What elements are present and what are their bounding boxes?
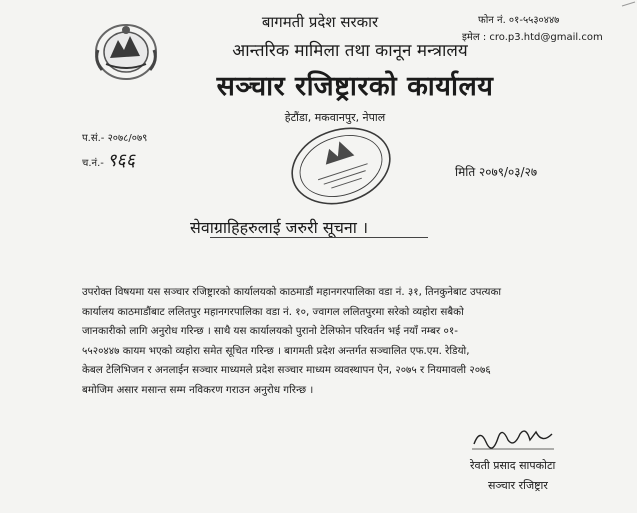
body-line: ५५२०४४७ कायम भएको व्यहोरा समेत सूचित गरिन्छ । बागमती प्रदेश अन्तर्गत सञ्चालित एफ.एम. रेडियो, [82,344,470,357]
notice-body [82,283,570,400]
issue-date: मिति २०७९/०३/२७ [455,165,538,179]
signer-title: सञ्चार रजिष्ट्रार [488,479,548,492]
signature-icon [470,424,556,452]
signer-name: रेवती प्रसाद सापकोटा [470,459,556,472]
body-line: उपरोक्त विषयमा यस सञ्चार रजिष्ट्रारको कार्यालयको काठमाडौं महानगरपालिका वडा नं. ३१, तिनकुनेबाट उपत्यका [82,286,502,298]
phone-number: फोन नं. ०१-५५३०४४७ [478,15,560,26]
body-line: केबल टेलिभिजन र अनलाईन सञ्चार माध्यमले प्रदेश सञ्चार माध्यम व्यवस्थापन ऐन, २०७५ र नियमावली २०७६ [82,364,491,376]
government-name: बागमती प्रदेश सरकार [261,13,379,31]
patra-sankhya: प.सं.- २०७८/०७९ [82,133,148,144]
notice-subject: सेवाग्राहिहरुलाई जरुरी सूचना । [190,218,369,237]
office-address: हेटौंडा, मकवानपुर, नेपाल [284,111,386,124]
chalani-number: ९६६ [107,150,136,171]
scan-mark-icon [620,0,637,8]
office-name: सञ्चार रजिष्ट्रारको कार्यालय [216,71,494,102]
subject-underline [210,237,428,238]
email-address: इमेल : cro.p3.htd@gmail.com [462,32,603,43]
chalani-label: च.नं.- [82,158,104,169]
nepal-emblem-icon [92,20,160,82]
body-line: जानकारीको लागि अनुरोध गरिन्छ । साथै यस कार्यालयको पुरानो टेलिफोन परिवर्तन भई नयाँ नम्बर ०१- [82,325,458,337]
body-line: बमोजिम असार मसान्त सम्म नविकरण गराउन अनुरोध गरिन्छ । [82,383,314,396]
chalani-number-row [82,148,135,172]
body-line: कार्यालय काठमाडौंबाट ललितपुर महानगरपालिका वडा नं. १०, ज्वागल ललितपुरमा सरेको व्यहोरा सबैको [82,305,464,318]
office-stamp-icon [285,120,397,212]
ministry-name: आन्तरिक मामिला तथा कानून मन्त्रालय [232,41,468,61]
